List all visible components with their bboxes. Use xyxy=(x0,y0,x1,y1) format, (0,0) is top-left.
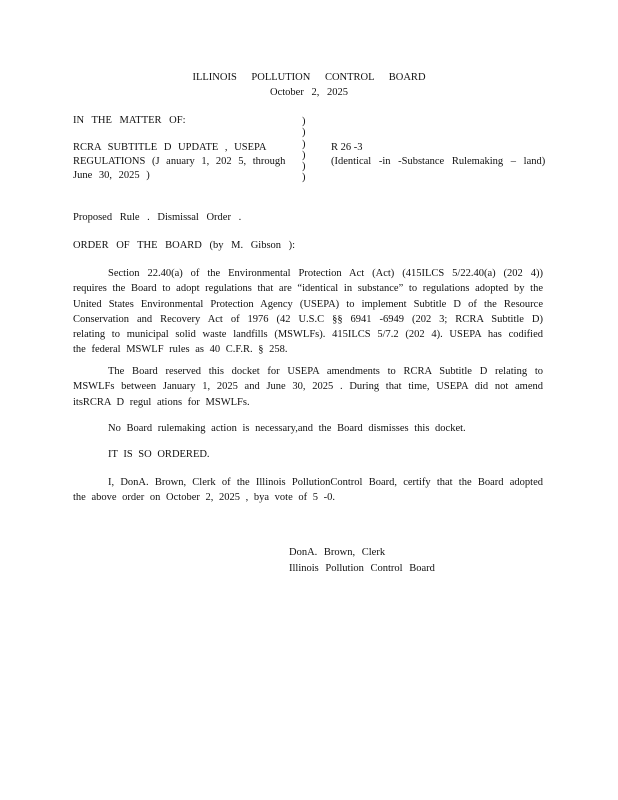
caption-line-3: June 30, 2025 ) xyxy=(73,170,150,181)
signature-name: DonA. Brown, Clerk xyxy=(289,547,386,558)
caption-line-2: REGULATIONS (J anuary 1, 202 5, through xyxy=(73,156,286,167)
docket-description: (Identical -in -Substance Rulemaking – land) xyxy=(331,156,546,167)
paragraph-dismissal: No Board rulemaking action is necessary,and the Board dismisses this docket. xyxy=(108,423,466,434)
caption-paren: ) xyxy=(302,127,306,139)
paragraph-reserved-docket: The Board reserved this docket for USEPA amendments to RCRA Subtitle D relating to MSWLFs between January 1, 2025 and June 30, 2025 . During that time, USEPA did not amend itsRCRA D regul ations for MSWLFs. xyxy=(73,366,543,408)
paragraph-clerk-certification: I, DonA. Brown, Clerk of the Illinois PollutionControl Board, certify that the Board adopted the above order on October 2, 2025 , bya vote of 5 -0. xyxy=(73,477,543,504)
order-date: October 2, 2025 xyxy=(270,87,348,98)
order-heading: ORDER OF THE BOARD (by M. Gibson ): xyxy=(73,240,296,251)
caption-paren: ) xyxy=(302,149,306,161)
paragraph-so-ordered: IT IS SO ORDERED. xyxy=(108,449,210,460)
board-title: ILLINOIS POLLUTION CONTROL BOARD xyxy=(192,72,426,83)
document-subtitle: Proposed Rule . Dismissal Order . xyxy=(73,212,242,223)
caption-paren: ) xyxy=(302,172,306,184)
docket-number: R 26 -3 xyxy=(331,142,363,153)
caption-parentheses xyxy=(302,116,306,184)
caption-paren: ) xyxy=(302,138,306,150)
caption-paren: ) xyxy=(302,116,306,127)
in-the-matter-label: IN THE MATTER OF: xyxy=(73,115,186,126)
signature-organization: Illinois Pollution Control Board xyxy=(289,563,435,574)
caption-line-1: RCRA SUBTITLE D UPDATE , USEPA xyxy=(73,142,267,153)
caption-paren: ) xyxy=(302,161,306,173)
paragraph-statutory-background: Section 22.40(a) of the Environmental Protection Act (Act) (415ILCS 5/22.40(a) (202 4)) requires the Board to adopt regulations that are “identical in substance” to regulations adopted by the United States Environmental Protection Agency (USEPA) to implement Subtitle D of the Resource Conservation and Recovery Act of 1976 (42 U.S.C §§ 6941 -6949 (202 3; RCRA Subtitle D) relating to municipal solid waste landfills (MSWLFs). 415ILCS 5/7.2 (202 4). USEPA has codified the federal MSWLF rules as 40 C.F.R. § 258. xyxy=(73,268,543,356)
